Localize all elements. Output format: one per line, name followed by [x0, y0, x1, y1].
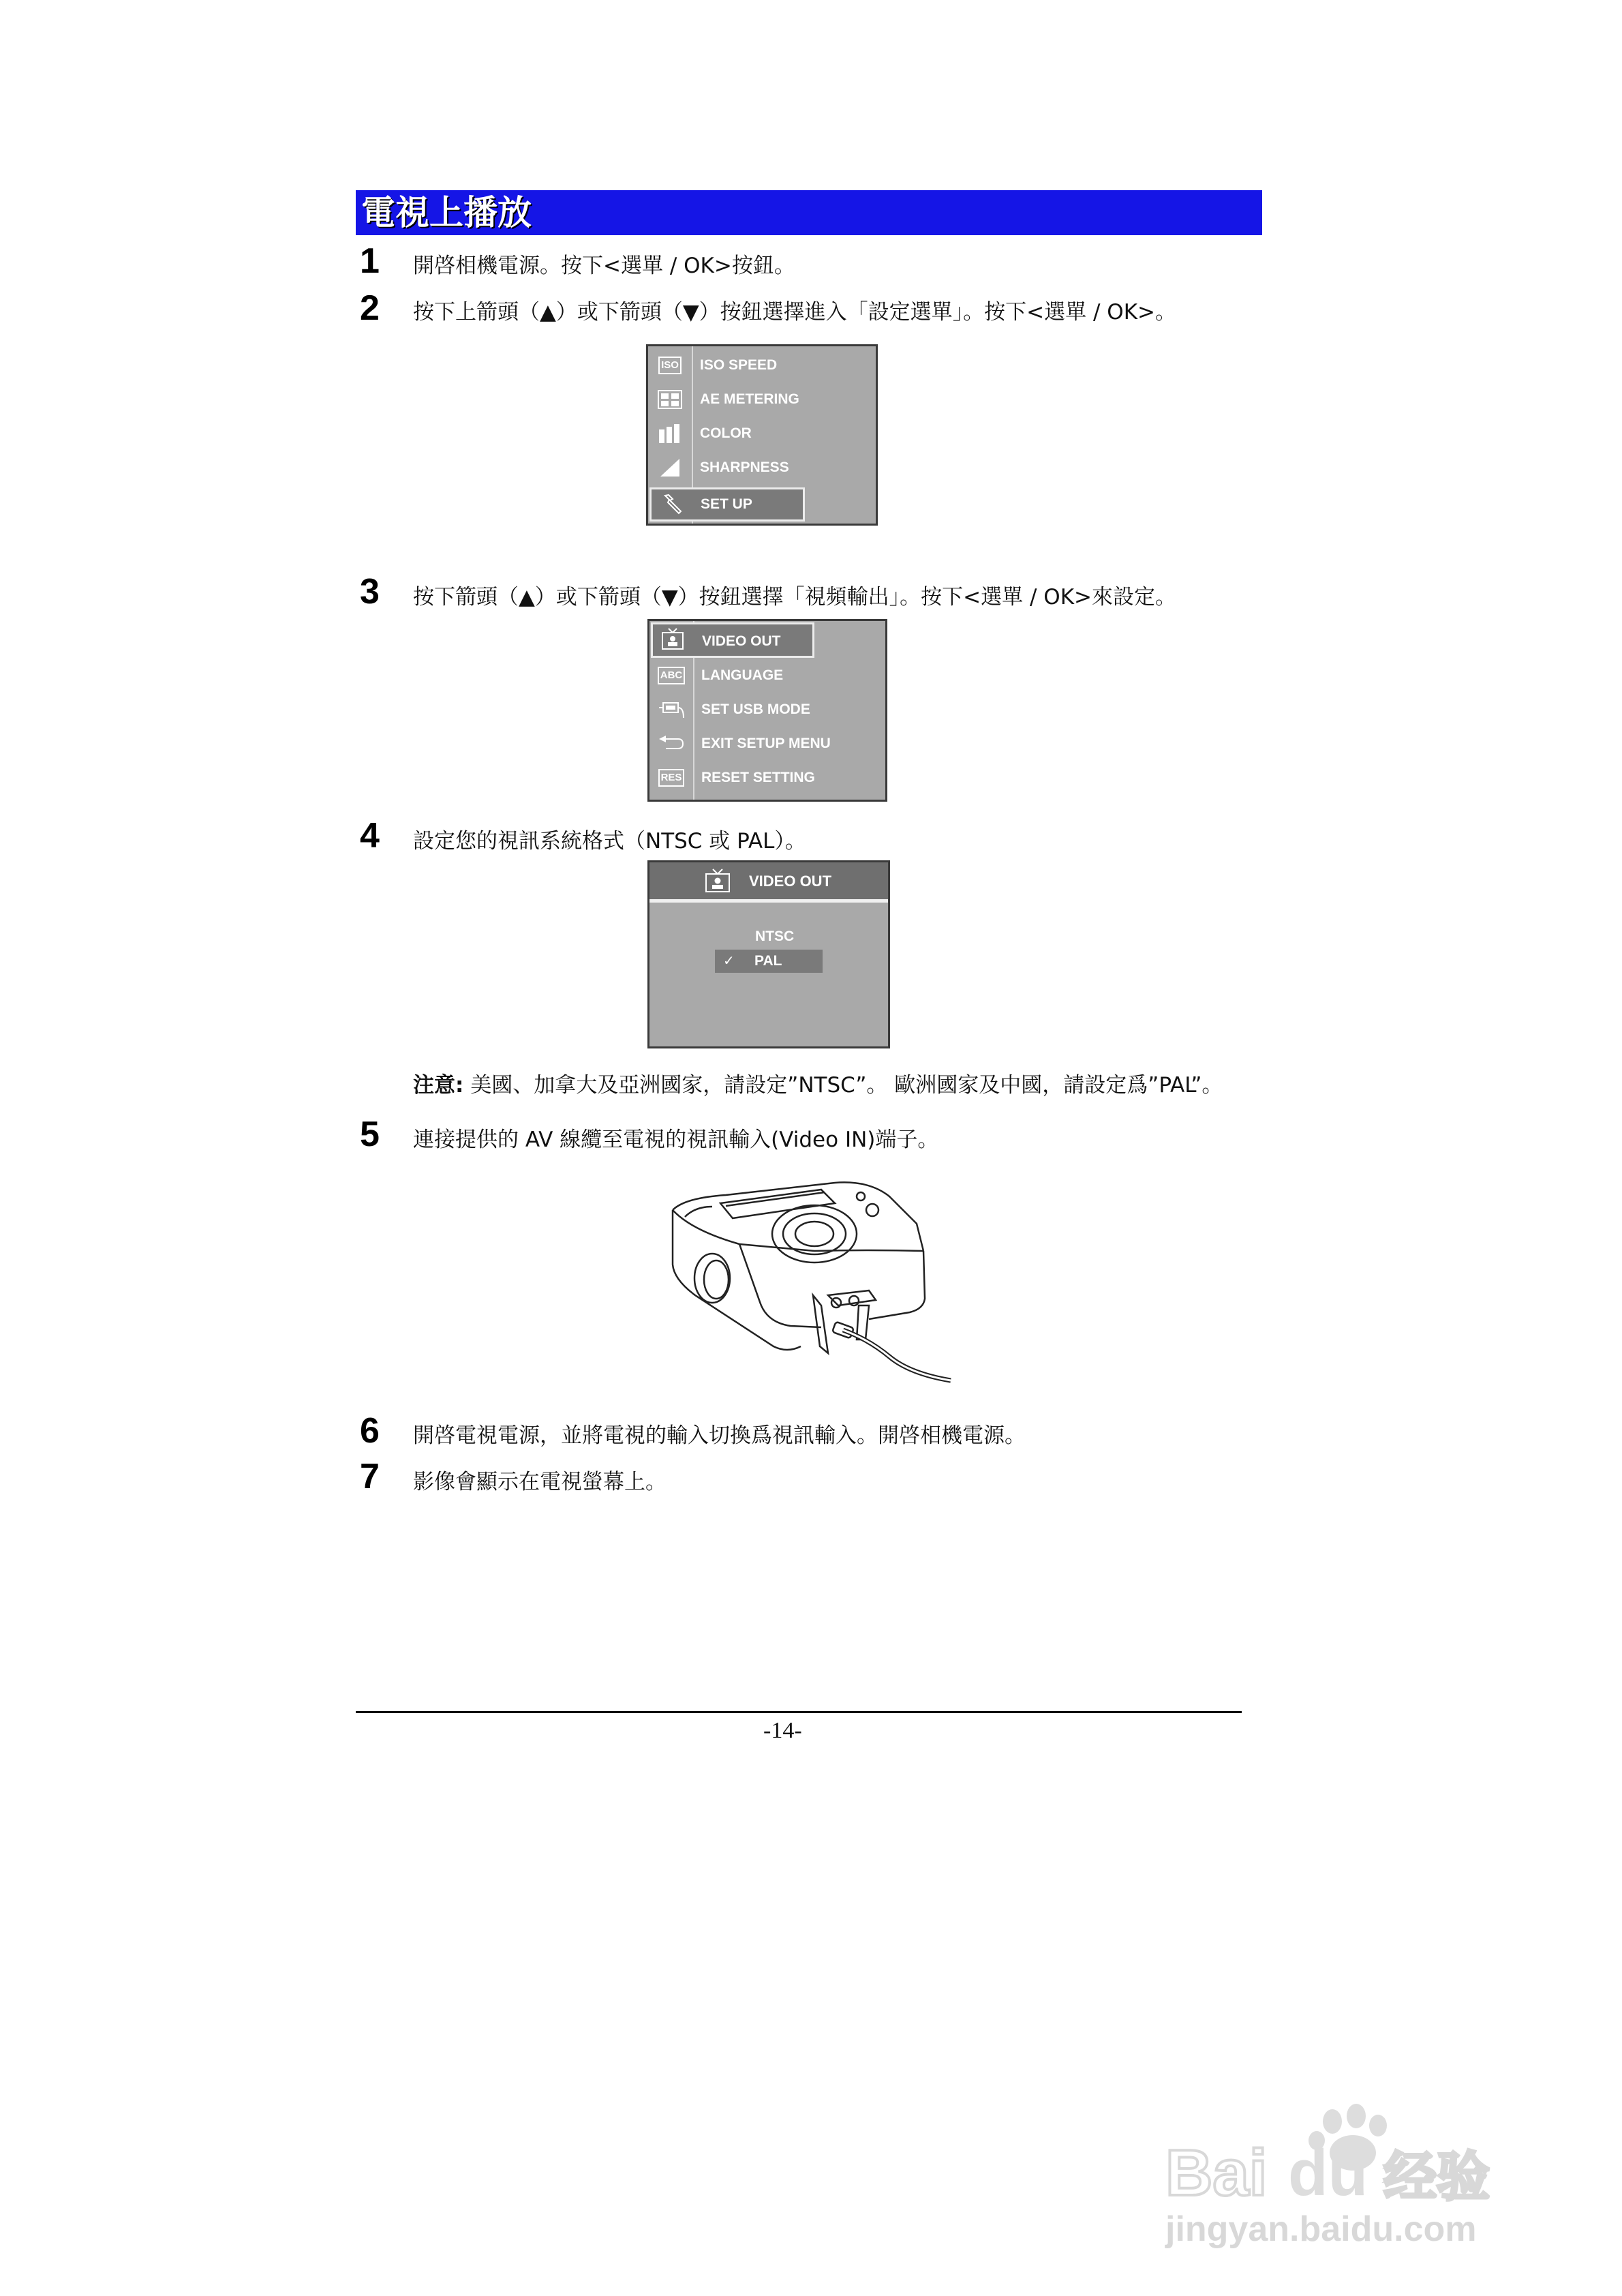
- menu-item-video-out-selected[interactable]: VIDEO OUT: [651, 622, 814, 658]
- menu-item-color[interactable]: COLOR: [648, 417, 876, 451]
- video-out-dialog: [647, 860, 890, 1048]
- exit-arrow-icon: [658, 733, 685, 755]
- note: [413, 1072, 1223, 1099]
- menu-item-reset-setting[interactable]: RES RESET SETTING: [649, 761, 885, 795]
- header-separator: [649, 899, 888, 903]
- step-number-4: 4: [360, 816, 380, 856]
- step-text-6: 開啓電視電源，並將電視的輸入切換爲視訊輸入。開啓相機電源。: [413, 1423, 1026, 1448]
- usb-icon: [658, 699, 685, 721]
- step-number-5: 5: [360, 1115, 380, 1154]
- option-ntsc[interactable]: NTSC: [755, 928, 795, 944]
- video-out-title: VIDEO OUT: [749, 873, 832, 890]
- note-label: 注意:: [413, 1073, 464, 1098]
- step-number-1: 1: [360, 241, 380, 281]
- metering-icon: [656, 389, 684, 410]
- step-number-3: 3: [360, 572, 380, 611]
- step-text-7: 影像會顯示在電視螢幕上。: [413, 1470, 667, 1494]
- option-pal-selected[interactable]: [715, 950, 823, 973]
- menu-item-iso-speed[interactable]: ISO ISO SPEED: [648, 348, 876, 382]
- option-pal-label: PAL: [754, 953, 782, 969]
- page-number: -14-: [763, 1718, 802, 1743]
- baidu-jingyan-watermark: [1159, 2100, 1554, 2263]
- camera-setup-menu: [647, 619, 887, 802]
- footer-rule: [356, 1711, 1242, 1713]
- step-text-2: 按下上箭頭（▲）或下箭頭（▼）按鈕選擇進入「設定選單」。按下<選單 / OK>。: [413, 300, 1177, 324]
- menu-item-exit-setup-menu[interactable]: EXIT SETUP MENU: [649, 727, 885, 761]
- step-number-6: 6: [360, 1411, 380, 1451]
- menu-item-set-usb-mode[interactable]: SET USB MODE: [649, 693, 885, 727]
- iso-icon: ISO: [656, 354, 684, 376]
- step-text-3: 按下箭頭（▲）或下箭頭（▼）按鈕選擇「視頻輸出」。按下<選單 / OK>來設定。: [413, 585, 1177, 609]
- color-icon: [656, 423, 684, 444]
- tv-icon: [659, 629, 686, 650]
- reset-icon: RES: [658, 767, 685, 789]
- menu-item-sharpness[interactable]: SHARPNESS: [648, 451, 876, 485]
- note-text: 美國、加拿大及亞洲國家，請設定”NTSC”。 歐洲國家及中國，請設定爲”PAL”。: [463, 1073, 1223, 1098]
- step-text-5: 連接提供的 AV 線纜至電視的視訊輸入(Video IN)端子。: [413, 1128, 939, 1152]
- menu-item-set-up-selected[interactable]: SET UP: [649, 487, 805, 522]
- checkmark-icon: ✓: [723, 952, 735, 969]
- menu-item-language[interactable]: ABC LANGUAGE: [649, 659, 885, 693]
- camera-menu-main: [646, 344, 878, 526]
- language-icon: ABC: [658, 665, 685, 686]
- section-title: 電視上播放: [361, 193, 532, 232]
- menu-item-ae-metering[interactable]: AE METERING: [648, 382, 876, 417]
- svg-text:Bai: Bai: [1165, 2136, 1268, 2209]
- svg-text:经验: 经验: [1383, 2147, 1490, 2208]
- step-text-4: 設定您的視訊系統格式（NTSC 或 PAL）。: [413, 829, 806, 854]
- video-out-header: [649, 862, 888, 899]
- step-text-1: 開啓相機電源。按下<選單 / OK>按鈕。: [413, 254, 795, 278]
- camera-av-cable-illustration: [664, 1169, 958, 1401]
- step-number-7: 7: [360, 1457, 380, 1496]
- step-number-2: 2: [360, 288, 380, 328]
- svg-text:du: du: [1288, 2136, 1368, 2209]
- wrench-icon: [658, 494, 686, 515]
- sharpness-icon: [656, 457, 684, 479]
- tv-icon: [704, 868, 731, 896]
- watermark-url: jingyan.baidu.com: [1165, 2209, 1477, 2249]
